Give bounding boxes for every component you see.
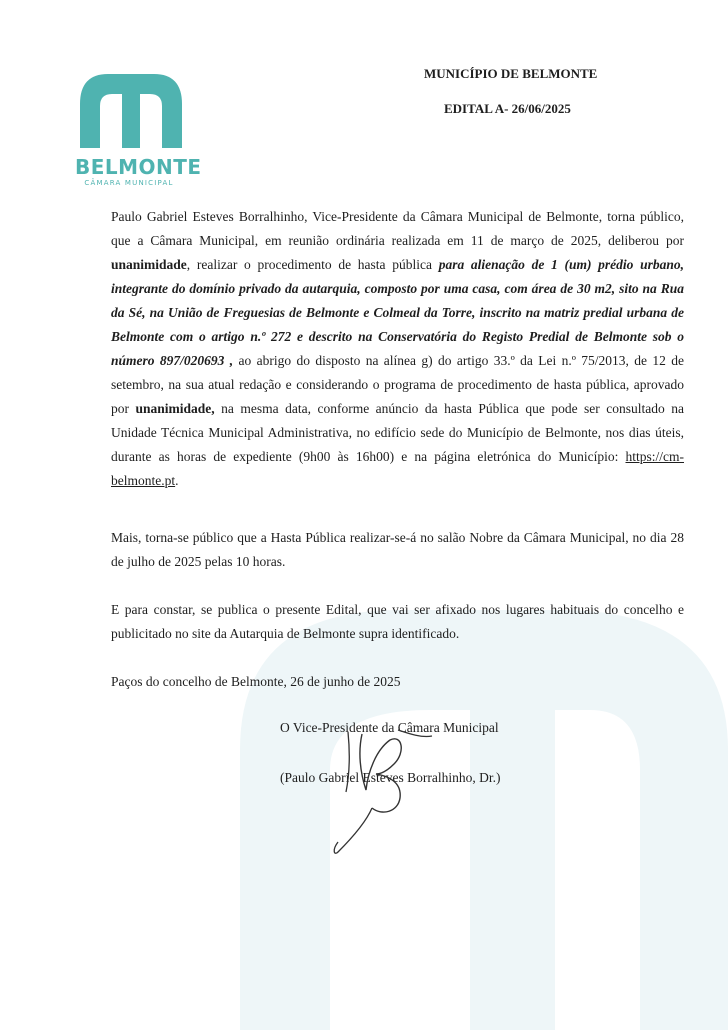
p1-text-1: Paulo Gabriel Esteves Borralhinho, Vice-Presidente da Câmara Municipal de Belmonte, torna público, que a Câmara Municipal, em reunião ordinária realizada em 11 de março de 2025, deliberou por — [111, 209, 684, 248]
p1-property-description: para alienação de 1 (um) prédio urbano, integrante do domínio privado da autarquia, composto por uma casa, com área de 30 m2, sito na Rua da Sé, na União de Freguesias de Belmonte e Colmeal da Torre, inscrito na matriz predial urbana de Belmonte com o artigo n.º 272 e descrito na Conservatória do Registo Predial de Belmonte sob o número 897/020693 , — [111, 257, 684, 368]
p1-text-5: . — [175, 473, 179, 488]
municipality-heading: MUNICÍPIO DE BELMONTE — [424, 66, 598, 81]
p1-bold-2: unanimidade, — [135, 401, 215, 416]
signatory-name: (Paulo Gabriel Esteves Borralhinho, Dr.) — [280, 770, 501, 785]
p1-text-3: ao abrigo do disposto na alínea g) do artigo 33.º da Lei n.º 75/2013, de 12 de setembro, na sua atual redação e considerando o programa de procedimento de hasta pública, aprovado por — [111, 353, 685, 416]
p1-text-4: na mesma data, conforme anúncio da hasta Pública que pode ser consultado na Unidade Técnica Municipal Administrativa, no edifício sede do Município de Belmonte, nos dias úteis, durante as horas de expediente (9h00 às 16h00) e na página eletrónica do Município: — [111, 401, 685, 464]
auction-date-paragraph: Mais, torna-se público que a Hasta Pública realizar-se-á no salão Nobre da Câmara Municipal, no dia 28 de julho de 2025 pelas 10 horas. — [111, 530, 684, 569]
main-paragraph — [111, 205, 684, 493]
logo-text — [75, 155, 202, 187]
p1-bold-1: unanimidade — [111, 257, 187, 272]
publication-paragraph: E para constar, se publica o presente Edital, que vai ser afixado nos lugares habituais do concelho e publicitado no site da Autarquia de Belmonte supra identificado. — [111, 602, 684, 641]
p1-text-2: , realizar o procedimento de hasta pública — [186, 257, 439, 272]
logo-name: BELMONTE — [75, 155, 202, 179]
edital-heading: EDITAL A- 26/06/2025 — [444, 101, 571, 116]
handwritten-signature — [310, 712, 440, 862]
municipality-website-link[interactable]: https://cm-belmonte.pt — [111, 449, 684, 488]
logo-subtitle: CÂMARA MUNICIPAL — [84, 179, 174, 187]
signatory-title: O Vice-Presidente da Câmara Municipal — [280, 720, 499, 735]
place-date-line: Paços do concelho de Belmonte, 26 de junho de 2025 — [111, 674, 401, 689]
